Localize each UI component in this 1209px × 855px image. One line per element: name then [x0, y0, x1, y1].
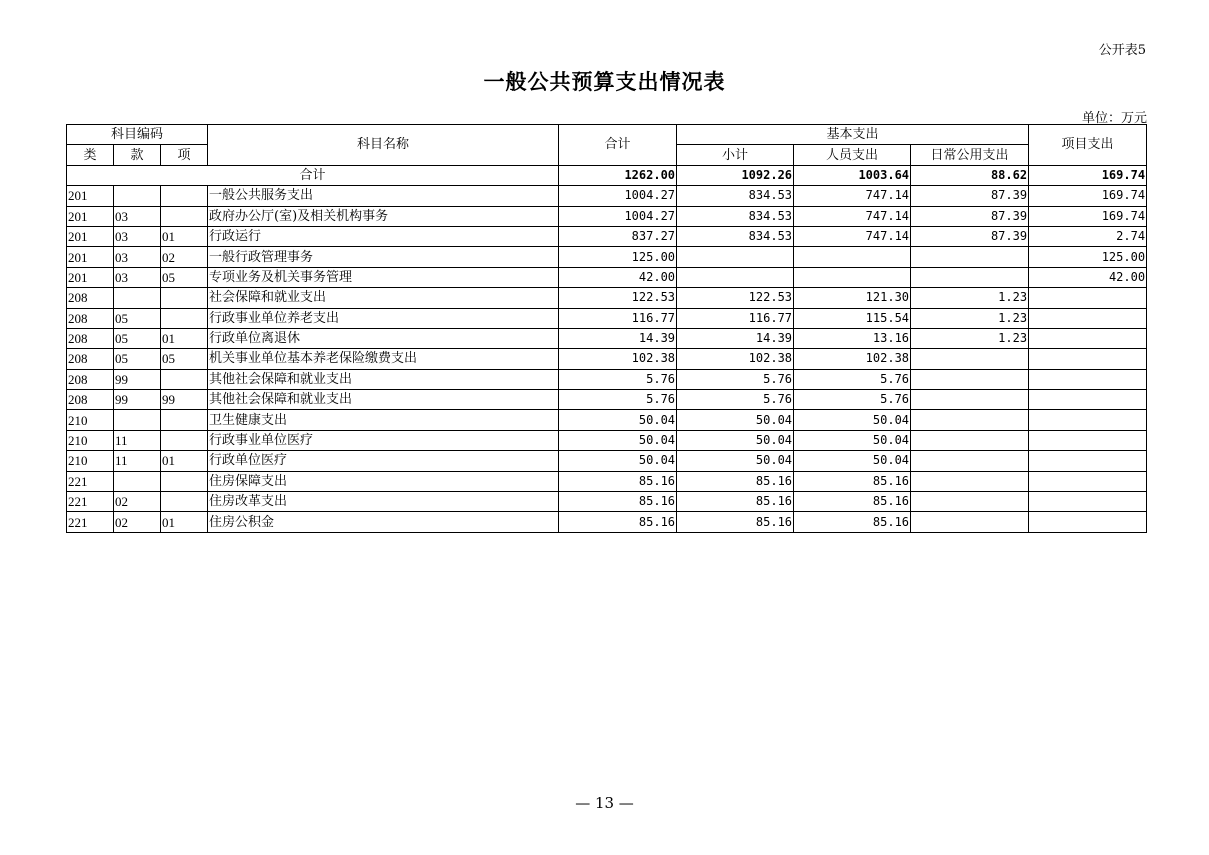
cell-routine	[911, 369, 1029, 389]
cell-total: 125.00	[559, 247, 677, 267]
cell-personnel: 5.76	[794, 390, 911, 410]
cell-name: 机关事业单位基本养老保险缴费支出	[208, 349, 559, 369]
cell-name: 住房改革支出	[208, 492, 559, 512]
cell-project: 125.00	[1029, 247, 1147, 267]
cell-project	[1029, 451, 1147, 471]
cell-total: 50.04	[559, 410, 677, 430]
cell-project	[1029, 308, 1147, 328]
header-total: 合计	[559, 125, 677, 166]
total-cell-personnel: 1003.64	[794, 165, 911, 185]
cell-subtotal	[677, 247, 794, 267]
cell-xiang	[161, 186, 208, 206]
cell-routine	[911, 267, 1029, 287]
cell-routine	[911, 410, 1029, 430]
cell-subtotal: 85.16	[677, 471, 794, 491]
cell-kuan: 03	[114, 267, 161, 287]
cell-subtotal: 85.16	[677, 492, 794, 512]
cell-subtotal: 50.04	[677, 451, 794, 471]
cell-project	[1029, 512, 1147, 532]
cell-total: 50.04	[559, 430, 677, 450]
table-row	[67, 451, 1147, 471]
cell-personnel: 102.38	[794, 349, 911, 369]
table-row	[67, 349, 1147, 369]
cell-lei: 210	[67, 451, 114, 471]
cell-routine	[911, 430, 1029, 450]
table-row	[67, 410, 1147, 430]
table-row	[67, 369, 1147, 389]
cell-kuan: 05	[114, 328, 161, 348]
cell-kuan: 02	[114, 492, 161, 512]
cell-xiang: 05	[161, 349, 208, 369]
cell-personnel: 747.14	[794, 226, 911, 246]
table-row	[67, 206, 1147, 226]
cell-kuan: 02	[114, 512, 161, 532]
cell-kuan: 99	[114, 369, 161, 389]
cell-lei: 201	[67, 267, 114, 287]
unit-label: 单位：万元	[1081, 111, 1147, 126]
cell-lei: 210	[67, 410, 114, 430]
cell-project	[1029, 471, 1147, 491]
header-lei: 类	[67, 145, 114, 165]
cell-project	[1029, 410, 1147, 430]
cell-total: 837.27	[559, 226, 677, 246]
total-cell-project: 169.74	[1029, 165, 1147, 185]
cell-kuan	[114, 288, 161, 308]
cell-kuan	[114, 186, 161, 206]
cell-name: 专项业务及机关事务管理	[208, 267, 559, 287]
cell-kuan	[114, 410, 161, 430]
total-row	[67, 165, 1147, 185]
cell-lei: 201	[67, 186, 114, 206]
cell-personnel: 85.16	[794, 471, 911, 491]
cell-kuan: 05	[114, 308, 161, 328]
cell-total: 5.76	[559, 369, 677, 389]
cell-personnel: 50.04	[794, 430, 911, 450]
cell-lei: 208	[67, 349, 114, 369]
cell-personnel	[794, 247, 911, 267]
page-title: 一般公共预算支出情况表	[483, 70, 726, 94]
header-personnel: 人员支出	[794, 145, 911, 165]
cell-subtotal: 834.53	[677, 206, 794, 226]
cell-routine	[911, 492, 1029, 512]
cell-routine	[911, 349, 1029, 369]
cell-name: 一般公共服务支出	[208, 186, 559, 206]
header-code-group: 科目编码	[67, 125, 208, 145]
cell-personnel: 85.16	[794, 492, 911, 512]
cell-name: 卫生健康支出	[208, 410, 559, 430]
cell-routine	[911, 390, 1029, 410]
cell-routine: 1.23	[911, 328, 1029, 348]
cell-personnel	[794, 267, 911, 287]
cell-xiang	[161, 492, 208, 512]
cell-project	[1029, 288, 1147, 308]
cell-personnel: 115.54	[794, 308, 911, 328]
cell-name: 一般行政管理事务	[208, 247, 559, 267]
cell-xiang	[161, 288, 208, 308]
cell-total: 50.04	[559, 451, 677, 471]
cell-xiang	[161, 206, 208, 226]
table-row	[67, 390, 1147, 410]
cell-name: 行政单位离退休	[208, 328, 559, 348]
cell-kuan	[114, 471, 161, 491]
cell-lei: 221	[67, 492, 114, 512]
cell-personnel: 85.16	[794, 512, 911, 532]
table-row	[67, 512, 1147, 532]
table-row	[67, 308, 1147, 328]
total-cell-routine: 88.62	[911, 165, 1029, 185]
cell-lei: 208	[67, 308, 114, 328]
cell-routine	[911, 247, 1029, 267]
cell-kuan: 03	[114, 206, 161, 226]
cell-name: 行政单位医疗	[208, 451, 559, 471]
cell-xiang	[161, 471, 208, 491]
cell-kuan: 11	[114, 451, 161, 471]
table-row	[67, 430, 1147, 450]
table-row	[67, 328, 1147, 348]
budget-table	[66, 124, 1147, 533]
cell-subtotal: 14.39	[677, 328, 794, 348]
cell-personnel: 747.14	[794, 186, 911, 206]
cell-routine: 87.39	[911, 206, 1029, 226]
cell-total: 85.16	[559, 471, 677, 491]
cell-lei: 221	[67, 471, 114, 491]
table-row	[67, 471, 1147, 491]
cell-routine	[911, 471, 1029, 491]
table-tag: 公开表5	[1098, 43, 1146, 58]
table-row	[67, 267, 1147, 287]
cell-total: 85.16	[559, 492, 677, 512]
cell-project: 169.74	[1029, 206, 1147, 226]
cell-xiang: 05	[161, 267, 208, 287]
cell-kuan: 99	[114, 390, 161, 410]
cell-lei: 201	[67, 247, 114, 267]
cell-subtotal: 50.04	[677, 430, 794, 450]
cell-total: 1004.27	[559, 186, 677, 206]
cell-lei: 210	[67, 430, 114, 450]
cell-lei: 208	[67, 390, 114, 410]
cell-subtotal: 5.76	[677, 369, 794, 389]
cell-name: 社会保障和就业支出	[208, 288, 559, 308]
total-cell-total: 1262.00	[559, 165, 677, 185]
table-row	[67, 247, 1147, 267]
cell-total: 102.38	[559, 349, 677, 369]
cell-xiang: 01	[161, 226, 208, 246]
cell-name: 其他社会保障和就业支出	[208, 390, 559, 410]
total-label: 合计	[67, 165, 559, 185]
cell-total: 116.77	[559, 308, 677, 328]
cell-project	[1029, 369, 1147, 389]
header-xiang: 项	[161, 145, 208, 165]
cell-name: 政府办公厅(室)及相关机构事务	[208, 206, 559, 226]
cell-xiang: 01	[161, 512, 208, 532]
cell-total: 14.39	[559, 328, 677, 348]
cell-project	[1029, 328, 1147, 348]
table-row	[67, 226, 1147, 246]
header-kuan: 款	[114, 145, 161, 165]
cell-subtotal: 834.53	[677, 186, 794, 206]
cell-project	[1029, 390, 1147, 410]
header-project: 项目支出	[1029, 125, 1147, 166]
cell-kuan: 03	[114, 247, 161, 267]
cell-lei: 201	[67, 226, 114, 246]
cell-personnel: 13.16	[794, 328, 911, 348]
cell-routine: 1.23	[911, 288, 1029, 308]
cell-personnel: 121.30	[794, 288, 911, 308]
header-subtotal: 小计	[677, 145, 794, 165]
cell-personnel: 50.04	[794, 410, 911, 430]
header-routine: 日常公用支出	[911, 145, 1029, 165]
cell-xiang	[161, 410, 208, 430]
cell-kuan: 11	[114, 430, 161, 450]
cell-subtotal: 122.53	[677, 288, 794, 308]
cell-name: 行政事业单位医疗	[208, 430, 559, 450]
cell-project	[1029, 492, 1147, 512]
cell-lei: 208	[67, 369, 114, 389]
cell-total: 122.53	[559, 288, 677, 308]
cell-xiang	[161, 369, 208, 389]
cell-routine: 87.39	[911, 226, 1029, 246]
cell-name: 住房保障支出	[208, 471, 559, 491]
cell-xiang: 02	[161, 247, 208, 267]
cell-name: 其他社会保障和就业支出	[208, 369, 559, 389]
cell-subtotal: 50.04	[677, 410, 794, 430]
cell-xiang: 99	[161, 390, 208, 410]
cell-subtotal: 834.53	[677, 226, 794, 246]
cell-routine	[911, 451, 1029, 471]
cell-total: 42.00	[559, 267, 677, 287]
cell-lei: 208	[67, 328, 114, 348]
header-basic-group: 基本支出	[677, 125, 1029, 145]
cell-routine: 1.23	[911, 308, 1029, 328]
total-cell-subtotal: 1092.26	[677, 165, 794, 185]
table-row	[67, 492, 1147, 512]
cell-routine	[911, 512, 1029, 532]
cell-project: 42.00	[1029, 267, 1147, 287]
header-name: 科目名称	[208, 125, 559, 166]
cell-routine: 87.39	[911, 186, 1029, 206]
page-number: — 13 —	[575, 794, 634, 812]
cell-kuan: 05	[114, 349, 161, 369]
cell-subtotal: 102.38	[677, 349, 794, 369]
cell-xiang	[161, 308, 208, 328]
cell-subtotal: 85.16	[677, 512, 794, 532]
cell-name: 行政事业单位养老支出	[208, 308, 559, 328]
cell-xiang	[161, 430, 208, 450]
cell-total: 5.76	[559, 390, 677, 410]
cell-xiang: 01	[161, 451, 208, 471]
cell-total: 1004.27	[559, 206, 677, 226]
cell-xiang: 01	[161, 328, 208, 348]
cell-lei: 221	[67, 512, 114, 532]
cell-personnel: 5.76	[794, 369, 911, 389]
cell-subtotal	[677, 267, 794, 287]
cell-subtotal: 116.77	[677, 308, 794, 328]
table-row	[67, 288, 1147, 308]
cell-project	[1029, 349, 1147, 369]
cell-total: 85.16	[559, 512, 677, 532]
cell-project	[1029, 430, 1147, 450]
cell-name: 行政运行	[208, 226, 559, 246]
table-row	[67, 186, 1147, 206]
cell-lei: 208	[67, 288, 114, 308]
cell-project: 2.74	[1029, 226, 1147, 246]
cell-personnel: 50.04	[794, 451, 911, 471]
cell-subtotal: 5.76	[677, 390, 794, 410]
cell-lei: 201	[67, 206, 114, 226]
cell-project: 169.74	[1029, 186, 1147, 206]
cell-name: 住房公积金	[208, 512, 559, 532]
cell-kuan: 03	[114, 226, 161, 246]
cell-personnel: 747.14	[794, 206, 911, 226]
